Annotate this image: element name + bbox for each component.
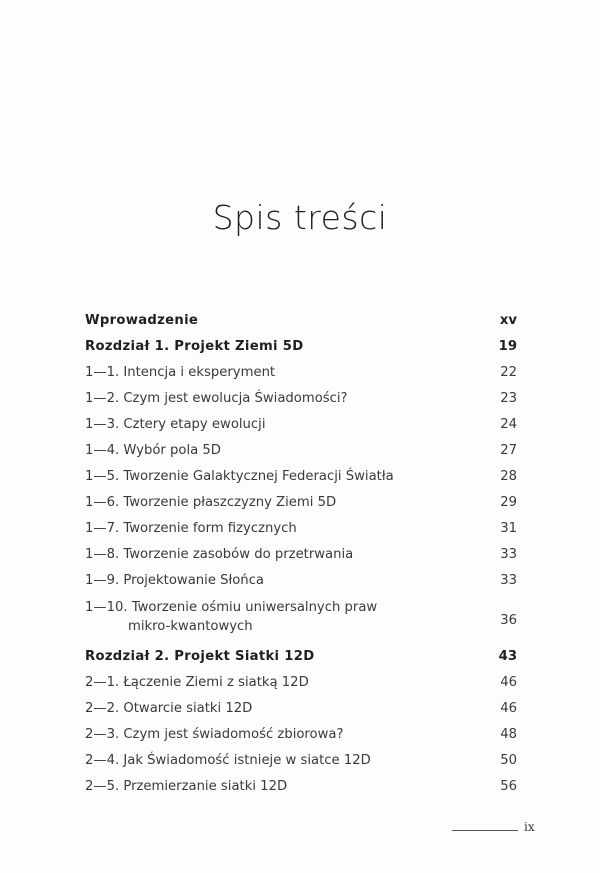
toc-entry bbox=[85, 438, 517, 464]
page-number: ix bbox=[524, 820, 535, 834]
toc-entry-page: 31 bbox=[500, 521, 517, 536]
toc-entry-introduction bbox=[85, 308, 517, 334]
page-title: Spis treści bbox=[212, 198, 388, 237]
toc-entry-page: 46 bbox=[500, 675, 517, 690]
toc-entry-page: 33 bbox=[500, 547, 517, 562]
toc-entry-label bbox=[85, 598, 377, 636]
toc-entry-label: 2—2. Otwarcie siatki 12D bbox=[85, 701, 253, 716]
toc-entry-label: 2—4. Jak Świadomość istnieje w siatce 12D bbox=[85, 753, 371, 768]
toc-entry bbox=[85, 464, 517, 490]
toc-entry-label: 1—7. Tworzenie form fizycznych bbox=[85, 521, 297, 536]
toc-entry-label: 1—6. Tworzenie płaszczyzny Ziemi 5D bbox=[85, 495, 337, 510]
toc-entry-label-line2: mikro-kwantowych bbox=[128, 619, 253, 634]
toc-entry bbox=[85, 748, 517, 774]
toc-entry bbox=[85, 490, 517, 516]
toc-entry-page: 43 bbox=[498, 649, 517, 664]
toc-entry bbox=[85, 412, 517, 438]
toc-entry-label: 1—8. Tworzenie zasobów do przetrwania bbox=[85, 547, 354, 562]
toc-entry-label: 1—1. Intencja i eksperyment bbox=[85, 365, 276, 380]
footer-rule bbox=[452, 830, 518, 831]
toc-entry-label: 1—5. Tworzenie Galaktycznej Federacji Światła bbox=[85, 469, 394, 484]
toc-entry-label: 2—1. Łączenie Ziemi z siatką 12D bbox=[85, 675, 309, 690]
toc-entry-page: xv bbox=[499, 313, 517, 328]
toc-entry-label: Rozdział 2. Projekt Siatki 12D bbox=[85, 649, 315, 664]
toc-entry-page: 28 bbox=[500, 469, 517, 484]
toc-entry-page: 24 bbox=[500, 417, 517, 432]
table-of-contents bbox=[85, 308, 517, 800]
toc-entry-page: 46 bbox=[500, 701, 517, 716]
toc-entry-chapter-1 bbox=[85, 334, 517, 360]
toc-entry-label: 2—5. Przemierzanie siatki 12D bbox=[85, 779, 288, 794]
toc-entry-page: 33 bbox=[500, 573, 517, 588]
toc-entry-page: 50 bbox=[500, 753, 517, 768]
toc-entry bbox=[85, 568, 517, 594]
toc-entry-label: 1—3. Cztery etapy ewolucji bbox=[85, 417, 266, 432]
toc-entry-page: 29 bbox=[500, 495, 517, 510]
toc-entry-page: 27 bbox=[500, 443, 517, 458]
toc-entry bbox=[85, 542, 517, 568]
toc-entry-label: 2—3. Czym jest świadomość zbiorowa? bbox=[85, 727, 344, 742]
toc-entry-chapter-2 bbox=[85, 644, 517, 670]
toc-entry-page: 23 bbox=[500, 391, 517, 406]
toc-entry-label: Wprowadzenie bbox=[85, 313, 199, 328]
toc-entry-page: 19 bbox=[498, 339, 517, 354]
toc-entry bbox=[85, 516, 517, 542]
toc-entry bbox=[85, 722, 517, 748]
toc-entry bbox=[85, 774, 517, 800]
toc-entry-page: 48 bbox=[500, 727, 517, 742]
toc-entry-label-line1: 1—10. Tworzenie ośmiu uniwersalnych praw bbox=[85, 600, 378, 615]
toc-entry-label: 1—9. Projektowanie Słońca bbox=[85, 573, 264, 588]
toc-entry-label: 1—2. Czym jest ewolucja Świadomości? bbox=[85, 391, 348, 406]
toc-entry bbox=[85, 670, 517, 696]
toc-entry-page: 22 bbox=[500, 365, 517, 380]
toc-entry-page: 56 bbox=[500, 779, 517, 794]
toc-entry-label: 1—4. Wybór pola 5D bbox=[85, 443, 221, 458]
toc-entry-page: 36 bbox=[500, 613, 517, 628]
toc-entry-label: Rozdział 1. Projekt Ziemi 5D bbox=[85, 339, 304, 354]
toc-entry bbox=[85, 594, 517, 634]
toc-entry bbox=[85, 696, 517, 722]
toc-entry bbox=[85, 360, 517, 386]
toc-entry bbox=[85, 386, 517, 412]
